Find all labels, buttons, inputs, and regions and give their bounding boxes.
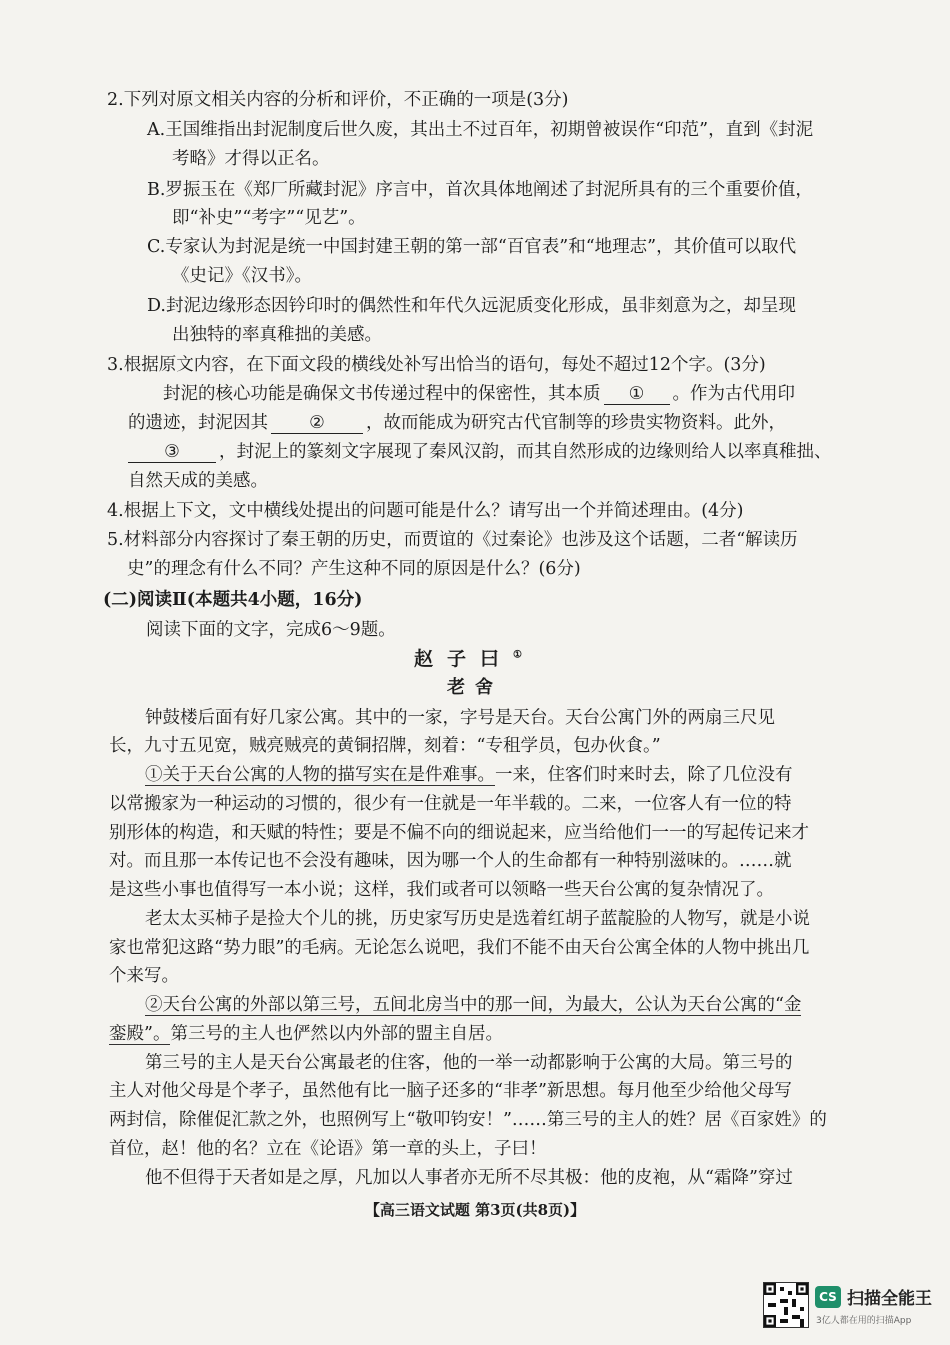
para1-line: 长，九寸五见宽，贼亮贼亮的黄铜招牌，刻着：“专租学员，包办伙食。” — [109, 736, 661, 756]
para6-line: 他不但得于天者如是之厚，凡加以人事者亦无所不尽其极：他的皮袍，从“霜降”穿过 — [145, 1168, 793, 1188]
q2-option-a: A.王国维指出封泥制度后世久废，其出土不过百年，初期曾被误作“印范”，直到《封泥 — [147, 120, 814, 140]
q3-blank-2[interactable]: ② — [271, 413, 363, 434]
story-title-text: 赵子曰 — [414, 648, 514, 670]
q3-text: 。作为古代用印 — [672, 384, 795, 404]
para2-line: 以常搬家为一种运动的习惯的，很少有一住就是一年半载的。二来，一位客人有一位的特 — [109, 794, 792, 814]
q3-text: ，封泥上的篆刻文字展现了秦风汉韵，而其自然形成的边缘则给人以率真稚拙、 — [219, 442, 832, 462]
title-footnote-marker: ① — [513, 649, 536, 661]
story-title — [0, 646, 950, 672]
para2-line: 是这些小事也值得写一本小说；这样，我们或者可以领略一些天台公寓的复杂情况了。 — [109, 880, 774, 900]
q3-passage-line-1 — [163, 381, 795, 407]
q2-option-c-cont: 《史记》《汉书》。 — [172, 266, 312, 286]
underlined-sentence-1: ①关于天台公寓的人物的描写实在是件难事。 — [145, 765, 495, 785]
para2-line — [145, 762, 793, 788]
underlined-sentence-2-cont: 銮殿”。 — [109, 1024, 171, 1044]
q2-option-a-cont: 考略》才得以正名。 — [172, 149, 330, 169]
para2-line: 别形体的构造，和天赋的特性；要是不偏不向的细说起来，应当给他们一一的写起传记来才 — [109, 823, 809, 843]
q3-blank-1[interactable]: ① — [604, 384, 670, 405]
para3-line: 老太太买柿子是捡大个儿的挑，历史家写历史是选着红胡子蓝靛脸的人物写，就是小说 — [145, 909, 810, 929]
q3-passage-line-3 — [128, 439, 832, 465]
q2-stem: 2.下列对原文相关内容的分析和评价，不正确的一项是(3分) — [107, 90, 569, 110]
section-heading: (二)阅读Ⅱ(本题共4小题，16分) — [103, 590, 363, 610]
q5-stem-line-2: 史”的理念有什么不同？产生这种不同的原因是什么？(6分) — [127, 559, 581, 579]
para5-line: 两封信，除催促汇款之外，也照例写上“敬叩钧安！”……第三号的主人的姓？居《百家姓》的 — [109, 1110, 827, 1130]
q2-option-d: D.封泥边缘形态因钤印时的偶然性和年代久远泥质变化形成，虽非刻意为之，却呈现 — [147, 296, 796, 316]
story-author: 老舍 — [447, 677, 503, 698]
q3-passage-line-4: 自然天成的美感。 — [128, 471, 268, 491]
qr-code-icon — [763, 1282, 809, 1328]
q3-text: 封泥的核心功能是确保文书传递过程中的保密性，其本质 — [163, 384, 601, 404]
q5-stem-line-1: 5.材料部分内容探讨了秦王朝的历史，而贾谊的《过秦论》也涉及这个话题，二者“解读历 — [107, 530, 798, 550]
q4-stem: 4.根据上下文，文中横线处提出的问题可能是什么？请写出一个并简述理由。(4分) — [107, 501, 744, 521]
para3-line: 个来写。 — [109, 966, 179, 986]
para5-line: 首位，赵！他的名？立在《论语》第一章的头上，子曰！ — [109, 1139, 547, 1159]
para4-line — [145, 992, 801, 1018]
q3-passage-line-2 — [128, 410, 786, 436]
para5-line: 第三号的主人是天台公寓最老的住客，他的一举一动都影响于公寓的大局。第三号的 — [145, 1053, 793, 1073]
q3-stem: 3.根据原文内容，在下面文段的横线处补写出恰当的语句，每处不超过12个字。(3分) — [107, 355, 766, 375]
section-instruction: 阅读下面的文字，完成6～9题。 — [146, 620, 396, 640]
camscanner-tagline: 3亿人都在用的扫描App — [816, 1316, 912, 1326]
q2-option-b-cont: 即“补史”“考字”“见艺”。 — [172, 208, 366, 228]
para4-line — [109, 1021, 503, 1047]
q2-option-b: B.罗振玉在《郑厂所藏封泥》序言中，首次具体地阐述了封泥所具有的三个重要价值， — [147, 180, 813, 200]
para2-line: 对。而且那一本传记也不会没有趣味，因为哪一个人的生命都有一种特别滋味的。……就 — [109, 851, 792, 871]
q2-option-c: C.专家认为封泥是统一中国封建王朝的第一部“百官表”和“地理志”，其价值可以取代 — [147, 237, 797, 257]
para1-line: 钟鼓楼后面有好几家公寓。其中的一家，字号是天台。天台公寓门外的两扇三尺见 — [145, 708, 775, 728]
para2-text: 一来，住客们时来时去，除了几位没有 — [495, 765, 793, 785]
camscanner-logo-icon: CS — [815, 1286, 841, 1308]
underlined-sentence-2: ②天台公寓的外部以第三号，五间北房当中的那一间，为最大，公认为天台公寓的“金 — [145, 995, 802, 1015]
q3-text: 的遗迹，封泥因其 — [128, 413, 268, 433]
para4-text: 第三号的主人也俨然以内外部的盟主自居。 — [170, 1024, 503, 1044]
para3-line: 家也常犯这路“势力眼”的毛病。无论怎么说吧，我们不能不由天台公寓全体的人物中挑出几 — [109, 938, 810, 958]
q3-blank-3[interactable]: ③ — [128, 442, 216, 463]
camscanner-brand-name: 扫描全能王 — [847, 1289, 932, 1309]
para5-line: 主人对他父母是个孝子，虽然他有比一脑子还多的“非孝”新思想。每月他至少给他父母写 — [109, 1081, 792, 1101]
q3-text: ，故而能成为研究古代官制等的珍贵实物资料。此外， — [366, 413, 786, 433]
q2-option-d-cont: 出独特的率真稚拙的美感。 — [172, 325, 382, 345]
page-footer: 【高三语文试题 第3页(共8页)】 — [364, 1201, 586, 1219]
